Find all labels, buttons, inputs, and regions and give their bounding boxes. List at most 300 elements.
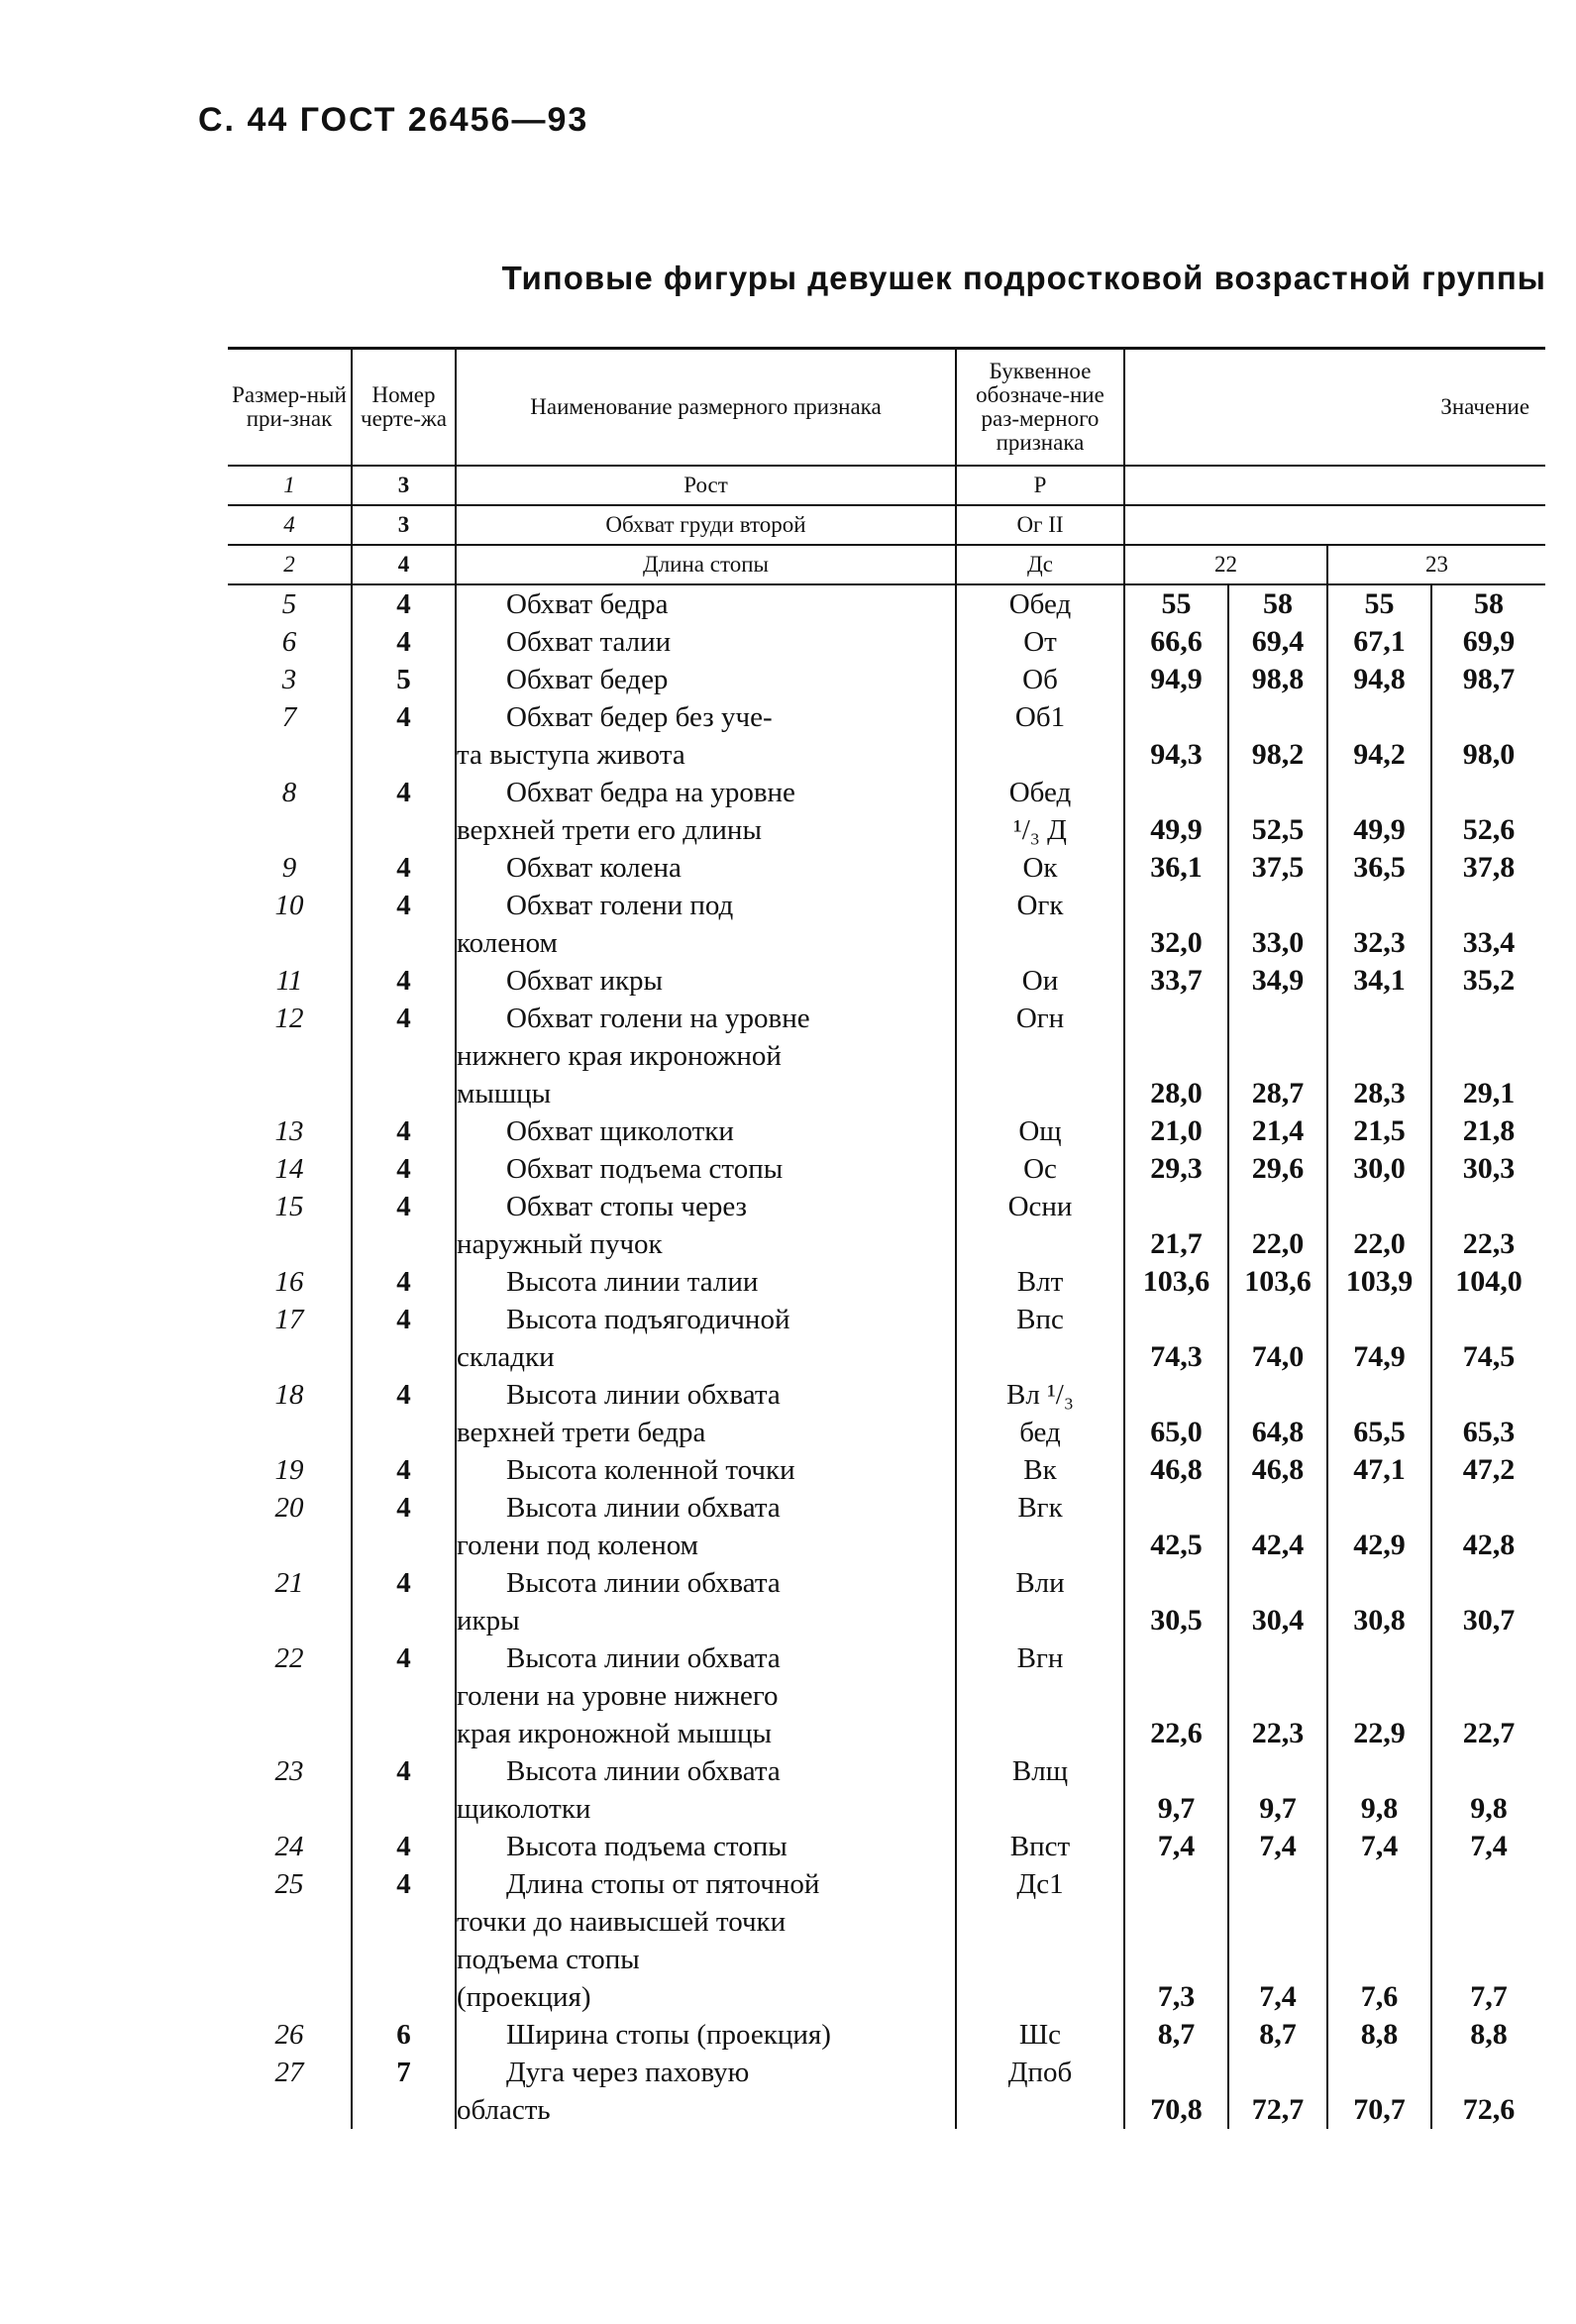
row-value: 8,7 [1124, 2016, 1228, 2054]
name-line: Обхват талии [506, 626, 672, 658]
name-line: Высота линии обхвата [506, 1379, 781, 1411]
row-abbr [956, 887, 1124, 962]
row-name [456, 1564, 956, 1639]
row-value: 34,1 [1327, 962, 1431, 1000]
row-name [456, 1263, 956, 1301]
row-num: 25 [274, 1868, 304, 1900]
row-value: 22,0 [1327, 1188, 1431, 1263]
row-name [456, 1188, 956, 1263]
row-name [456, 1301, 956, 1376]
abbr-line: ¹/₃ Д [1013, 814, 1067, 846]
name-line: Обхват бедра [506, 588, 669, 620]
name-line: Высота линии обхвата [506, 1567, 781, 1599]
row-abbr [956, 661, 1124, 698]
row-abbr [956, 774, 1124, 849]
row-abbr [956, 2016, 1124, 2054]
row-drawing: 4 [352, 849, 456, 887]
table-row [228, 774, 1545, 849]
table-row [228, 1639, 1545, 1752]
param-name: Длина стопы [456, 545, 956, 584]
row-value: 42,4 [1228, 1489, 1327, 1564]
row-drawing: 4 [352, 1301, 456, 1376]
name-line: Обхват щиколотки [506, 1115, 734, 1147]
name-line: щиколотки [457, 1793, 591, 1825]
table-row [228, 1112, 1545, 1150]
row-value: 37,8 [1431, 849, 1545, 887]
param-drawing: 3 [352, 466, 456, 505]
param-value-empty [1124, 505, 1545, 545]
row-name [456, 2016, 956, 2054]
row-drawing: 4 [352, 887, 456, 962]
abbr-line: Шс [1018, 2019, 1062, 2051]
row-value: 8,7 [1228, 2016, 1327, 2054]
row-value: 9,7 [1228, 1752, 1327, 1828]
row-value: 7,3 [1124, 1865, 1228, 2016]
row-name [456, 1865, 956, 2016]
row-name [456, 584, 956, 623]
row-abbr [956, 1112, 1124, 1150]
row-name [456, 2054, 956, 2129]
name-line: нижнего края икроножной [457, 1040, 782, 1072]
name-line: Обхват голени под [506, 890, 734, 921]
abbr-line: Влщ [1011, 1755, 1069, 1787]
abbr-line: Обед [1008, 588, 1072, 620]
group-value: 22 [1124, 545, 1327, 584]
table-row [228, 2016, 1545, 2054]
row-value: 74,9 [1327, 1301, 1431, 1376]
row-drawing: 4 [352, 1752, 456, 1828]
page-header: С. 44 ГОСТ 26456—93 [198, 101, 589, 139]
row-num: 12 [274, 1003, 304, 1034]
row-value: 22,0 [1228, 1188, 1327, 1263]
param-abbr: Дс [956, 545, 1124, 584]
param-drawing: 3 [352, 505, 456, 545]
row-abbr [956, 962, 1124, 1000]
row-drawing: 4 [352, 1639, 456, 1752]
param-rows [228, 466, 1545, 584]
row-value: 46,8 [1228, 1451, 1327, 1489]
row-abbr [956, 1865, 1124, 2016]
col-size-feature: Размер-ный при-знак [228, 349, 352, 467]
row-value: 67,1 [1327, 623, 1431, 661]
abbr-line: Огн [1015, 1003, 1065, 1034]
row-drawing: 4 [352, 1451, 456, 1489]
abbr-line: Ои [1021, 965, 1059, 997]
row-value: 103,9 [1327, 1263, 1431, 1301]
abbr-line: Вгк [1017, 1492, 1063, 1524]
row-value: 30,3 [1431, 1150, 1545, 1188]
row-num: 10 [274, 890, 304, 921]
row-name [456, 887, 956, 962]
param-row [228, 505, 1545, 545]
row-drawing: 4 [352, 1865, 456, 2016]
row-value: 7,4 [1124, 1828, 1228, 1865]
name-line: Обхват икры [506, 965, 664, 997]
row-value: 36,1 [1124, 849, 1228, 887]
row-abbr [956, 1188, 1124, 1263]
row-value: 28,7 [1228, 1000, 1327, 1112]
row-value: 70,8 [1124, 2054, 1228, 2129]
row-value: 47,2 [1431, 1451, 1545, 1489]
name-line: Обхват бедер без уче- [506, 701, 773, 733]
row-value: 33,4 [1431, 887, 1545, 962]
row-value: 35,2 [1431, 962, 1545, 1000]
name-line: подъема стопы [457, 1944, 640, 1975]
row-value: 34,9 [1228, 962, 1327, 1000]
row-value: 49,9 [1327, 774, 1431, 849]
row-drawing: 4 [352, 1376, 456, 1451]
row-name [456, 698, 956, 774]
row-value: 30,4 [1228, 1564, 1327, 1639]
row-num: 20 [274, 1492, 304, 1524]
row-value: 94,3 [1124, 698, 1228, 774]
abbr-line: бед [1019, 1417, 1061, 1448]
row-value: 74,5 [1431, 1301, 1545, 1376]
row-value: 29,3 [1124, 1150, 1228, 1188]
row-value: 49,9 [1124, 774, 1228, 849]
name-line: Обхват колена [506, 852, 682, 884]
name-line: Обхват голени на уровне [506, 1003, 810, 1034]
row-value: 47,1 [1327, 1451, 1431, 1489]
name-line: верхней трети бедра [457, 1417, 706, 1448]
name-line: Обхват бедра на уровне [506, 777, 795, 808]
param-abbr: Р [956, 466, 1124, 505]
row-value: 74,0 [1228, 1301, 1327, 1376]
row-num: 26 [274, 2019, 304, 2051]
row-name [456, 661, 956, 698]
param-name: Обхват груди второй [456, 505, 956, 545]
abbr-line: Осни [1007, 1191, 1073, 1222]
table-row [228, 623, 1545, 661]
row-num: 14 [274, 1153, 304, 1185]
name-line: та выступа живота [457, 739, 685, 771]
row-name [456, 623, 956, 661]
row-value: 8,8 [1431, 2016, 1545, 2054]
table-row [228, 1301, 1545, 1376]
row-name [456, 1451, 956, 1489]
table-row [228, 1489, 1545, 1564]
row-abbr [956, 1376, 1124, 1451]
row-abbr [956, 584, 1124, 623]
row-value: 98,2 [1228, 698, 1327, 774]
row-value: 69,9 [1431, 623, 1545, 661]
row-value: 72,6 [1431, 2054, 1545, 2129]
name-line: (проекция) [457, 1981, 591, 2013]
param-row [228, 466, 1545, 505]
name-line: Высота линии талии [506, 1266, 759, 1298]
row-value: 9,8 [1431, 1752, 1545, 1828]
name-line: Высота линии обхвата [506, 1755, 781, 1787]
row-abbr [956, 1301, 1124, 1376]
row-value: 7,4 [1327, 1828, 1431, 1865]
abbr-line: Огк [1016, 890, 1064, 921]
row-value: 55 [1124, 584, 1228, 623]
abbr-line: Ощ [1018, 1115, 1062, 1147]
table-row [228, 2054, 1545, 2129]
name-line: голени на уровне нижнего [457, 1680, 779, 1712]
row-value: 33,7 [1124, 962, 1228, 1000]
row-num: 5 [281, 588, 297, 620]
param-drawing: 4 [352, 545, 456, 584]
name-line: точки до наивысшей точки [457, 1906, 787, 1938]
row-name [456, 1376, 956, 1451]
row-value: 65,5 [1327, 1376, 1431, 1451]
table-row [228, 1000, 1545, 1112]
row-value: 65,0 [1124, 1376, 1228, 1451]
name-line: Высота подъягодичной [506, 1304, 790, 1335]
row-num: 24 [274, 1831, 304, 1862]
param-value-empty [1124, 466, 1545, 505]
row-num: 3 [281, 664, 297, 695]
abbr-line: Дс1 [1016, 1868, 1064, 1900]
row-value: 37,5 [1228, 849, 1327, 887]
row-drawing: 4 [352, 1000, 456, 1112]
row-value: 36,5 [1327, 849, 1431, 887]
row-drawing: 4 [352, 623, 456, 661]
name-line: Обхват бедер [506, 664, 669, 695]
row-abbr [956, 1564, 1124, 1639]
row-value: 103,6 [1228, 1263, 1327, 1301]
abbr-line: Об1 [1014, 701, 1066, 733]
row-num: 13 [274, 1115, 304, 1147]
row-num: 21 [274, 1567, 304, 1599]
row-value: 94,2 [1327, 698, 1431, 774]
row-value: 94,9 [1124, 661, 1228, 698]
row-num: 27 [274, 2057, 304, 2088]
row-drawing: 4 [352, 1150, 456, 1188]
row-value: 70,7 [1327, 2054, 1431, 2129]
row-name [456, 1828, 956, 1865]
name-line: верхней трети его длины [457, 814, 762, 846]
row-abbr [956, 1263, 1124, 1301]
row-value: 58 [1431, 584, 1545, 623]
row-value: 98,8 [1228, 661, 1327, 698]
row-name [456, 1000, 956, 1112]
row-value: 104,0 [1431, 1263, 1545, 1301]
row-value: 30,0 [1327, 1150, 1431, 1188]
group-value: 23 [1327, 545, 1545, 584]
abbr-line: Об [1022, 664, 1058, 695]
table-row [228, 962, 1545, 1000]
table-row [228, 1263, 1545, 1301]
row-value: 32,3 [1327, 887, 1431, 962]
row-drawing: 4 [352, 1828, 456, 1865]
param-num: 4 [228, 505, 352, 545]
row-value: 22,3 [1228, 1639, 1327, 1752]
table-row [228, 1752, 1545, 1828]
row-value: 7,4 [1228, 1828, 1327, 1865]
table-row [228, 1376, 1545, 1451]
table-title: Типовые фигуры девушек подростковой возрастной группы [501, 260, 1546, 296]
name-line: края икроножной мышцы [457, 1718, 772, 1749]
table-row [228, 1865, 1545, 2016]
row-value: 52,6 [1431, 774, 1545, 849]
row-num: 6 [281, 626, 297, 658]
row-value: 58 [1228, 584, 1327, 623]
row-num: 23 [274, 1755, 304, 1787]
table-row [228, 1564, 1545, 1639]
table-row [228, 584, 1545, 623]
row-value: 52,5 [1228, 774, 1327, 849]
row-value: 21,7 [1124, 1188, 1228, 1263]
row-abbr [956, 623, 1124, 661]
name-line: Высота линии обхвата [506, 1642, 781, 1674]
row-value: 69,4 [1228, 623, 1327, 661]
row-num: 17 [274, 1304, 304, 1335]
dimensions-table [228, 347, 1545, 2129]
row-num: 11 [275, 965, 303, 997]
row-abbr [956, 1000, 1124, 1112]
row-value: 29,6 [1228, 1150, 1327, 1188]
row-drawing: 4 [352, 1188, 456, 1263]
row-drawing: 4 [352, 698, 456, 774]
row-abbr [956, 2054, 1124, 2129]
row-value: 33,0 [1228, 887, 1327, 962]
row-num: 16 [274, 1266, 304, 1298]
param-row [228, 545, 1545, 584]
name-line: Обхват подъема стопы [506, 1153, 784, 1185]
row-value: 28,0 [1124, 1000, 1228, 1112]
row-name [456, 1752, 956, 1828]
abbr-line: Вк [1023, 1454, 1057, 1486]
name-line: Ширина стопы (проекция) [506, 2019, 831, 2051]
param-name: Рост [456, 466, 956, 505]
row-value: 42,9 [1327, 1489, 1431, 1564]
col-name: Наименование размерного признака [456, 349, 956, 467]
row-num: 18 [274, 1379, 304, 1411]
table-row [228, 661, 1545, 698]
row-value: 30,5 [1124, 1564, 1228, 1639]
name-line: складки [457, 1341, 555, 1373]
row-drawing: 7 [352, 2054, 456, 2129]
table-row [228, 849, 1545, 887]
table-row [228, 887, 1545, 962]
row-value: 9,8 [1327, 1752, 1431, 1828]
row-drawing: 4 [352, 1564, 456, 1639]
table-row [228, 1188, 1545, 1263]
table-header-row [228, 349, 1545, 467]
row-name [456, 1150, 956, 1188]
row-abbr [956, 1752, 1124, 1828]
row-num: 15 [274, 1191, 304, 1222]
row-value: 22,6 [1124, 1639, 1228, 1752]
row-value: 7,4 [1431, 1828, 1545, 1865]
row-value: 32,0 [1124, 887, 1228, 962]
row-value: 28,3 [1327, 1000, 1431, 1112]
row-value: 55 [1327, 584, 1431, 623]
row-name [456, 1489, 956, 1564]
name-line: наружный пучок [457, 1228, 663, 1260]
row-value: 46,8 [1124, 1451, 1228, 1489]
row-name [456, 962, 956, 1000]
row-value: 98,0 [1431, 698, 1545, 774]
row-value: 29,1 [1431, 1000, 1545, 1112]
row-abbr [956, 1489, 1124, 1564]
col-drawing-no: Номер черте-жа [352, 349, 456, 467]
row-drawing: 5 [352, 661, 456, 698]
row-value: 21,0 [1124, 1112, 1228, 1150]
row-value: 66,6 [1124, 623, 1228, 661]
abbr-line: Ок [1022, 852, 1058, 884]
name-line: Высота коленной точки [506, 1454, 795, 1486]
name-line: голени под коленом [457, 1530, 699, 1561]
row-value: 42,8 [1431, 1489, 1545, 1564]
name-line: Дуга через паховую [506, 2057, 750, 2088]
row-num: 8 [281, 777, 297, 808]
row-value: 7,6 [1327, 1865, 1431, 2016]
row-drawing: 4 [352, 1112, 456, 1150]
row-value: 64,8 [1228, 1376, 1327, 1451]
row-abbr [956, 1150, 1124, 1188]
row-value: 72,7 [1228, 2054, 1327, 2129]
col-abbr: Буквенное обозначе-ние раз-мерного признака [956, 349, 1124, 467]
param-abbr: Ог II [956, 505, 1124, 545]
name-line: коленом [457, 927, 558, 959]
row-value: 65,3 [1431, 1376, 1545, 1451]
name-line: мышцы [457, 1078, 552, 1109]
row-drawing: 4 [352, 1489, 456, 1564]
table-row [228, 1451, 1545, 1489]
row-value: 21,8 [1431, 1112, 1545, 1150]
abbr-line: Ос [1023, 1153, 1057, 1185]
table-row [228, 1150, 1545, 1188]
row-value: 42,5 [1124, 1489, 1228, 1564]
abbr-line: Обед [1008, 777, 1072, 808]
row-drawing: 6 [352, 2016, 456, 2054]
table-row [228, 1828, 1545, 1865]
name-line: икры [457, 1605, 520, 1637]
abbr-line: Вл ¹/₃ [1006, 1379, 1074, 1411]
row-drawing: 4 [352, 962, 456, 1000]
row-drawing: 4 [352, 1263, 456, 1301]
row-value: 22,7 [1431, 1639, 1545, 1752]
abbr-line: От [1023, 626, 1057, 658]
row-drawing: 4 [352, 774, 456, 849]
row-value: 9,7 [1124, 1752, 1228, 1828]
abbr-line: Вли [1015, 1567, 1065, 1599]
name-line: область [457, 2094, 551, 2126]
row-abbr [956, 1451, 1124, 1489]
row-value: 22,9 [1327, 1639, 1431, 1752]
row-value: 21,5 [1327, 1112, 1431, 1150]
row-value: 7,7 [1431, 1865, 1545, 2016]
row-value: 22,3 [1431, 1188, 1545, 1263]
name-line: Высота линии обхвата [506, 1492, 781, 1524]
param-num: 2 [228, 545, 352, 584]
row-abbr [956, 1639, 1124, 1752]
row-num: 22 [274, 1642, 304, 1674]
row-drawing: 4 [352, 584, 456, 623]
row-num: 9 [281, 852, 297, 884]
row-name [456, 1639, 956, 1752]
row-value: 103,6 [1124, 1263, 1228, 1301]
data-rows [228, 584, 1545, 2129]
row-abbr [956, 849, 1124, 887]
name-line: Обхват стопы через [506, 1191, 748, 1222]
param-num: 1 [228, 466, 352, 505]
table-row [228, 698, 1545, 774]
row-value: 98,7 [1431, 661, 1545, 698]
row-name [456, 1112, 956, 1150]
abbr-line: Вгн [1016, 1642, 1064, 1674]
row-value: 74,3 [1124, 1301, 1228, 1376]
row-num: 19 [274, 1454, 304, 1486]
row-name [456, 849, 956, 887]
row-value: 30,7 [1431, 1564, 1545, 1639]
row-value: 94,8 [1327, 661, 1431, 698]
abbr-line: Дпоб [1007, 2057, 1073, 2088]
abbr-line: Влт [1016, 1266, 1064, 1298]
